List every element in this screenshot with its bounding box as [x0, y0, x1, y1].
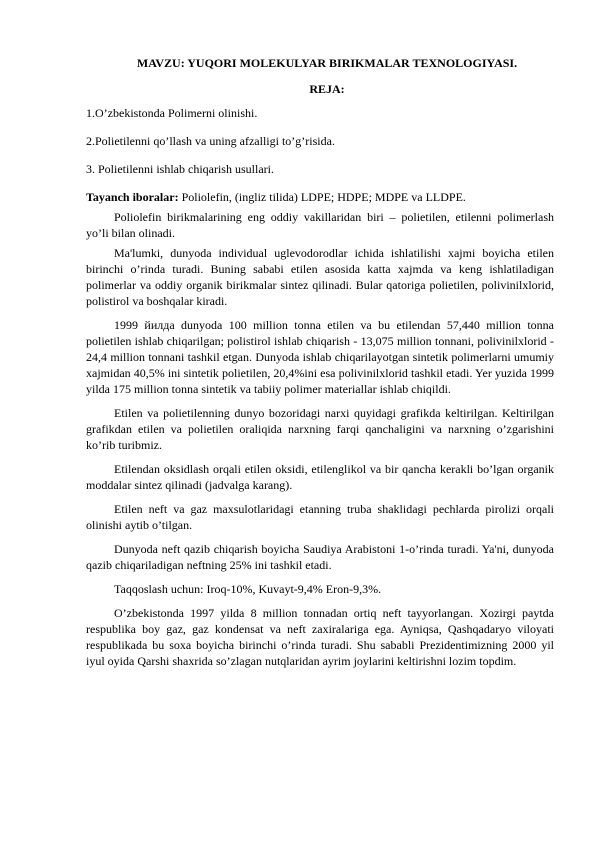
- plan-item-1: 1.O’zbekistonda Polimerni olinishi.: [86, 106, 258, 120]
- document-page: [86, 55, 554, 669]
- paragraph-2: Ma'lumki, dunyoda individual uglevodorodlar ichida ishlatilishi xajmi boyicha etilen birinchi o’rinda turadi. Buning sababi etilen asosida katta xajmda va keng ishlatiladigan polimerlar va oddiy organik birikmalar sintez qilinadi. Bular qatoriga polietilen, polivinilxlorid, polistirol va boshqalar kiradi.: [86, 246, 554, 308]
- paragraph-1: Poliolefin birikmalarining eng oddiy vakillaridan biri – polietilen, etilenni polimerlash yo’li bilan olinadi.: [86, 210, 554, 240]
- paragraph-9: O’zbekistonda 1997 yilda 8 million tonnadan ortiq neft tayyorlangan. Xozirgi paytda respublika boy gaz, gaz kondensat va neft zaxiralariga ega. Ayniqsa, Qashqadaryo viloyati respublikada bu soxa boyicha birinchi o’rinda turadi. Shu sababli Prezidentimizning 2000 yil iyul oyida Qarshi shaxrida so’zlagan nutqlaridan ayrim joylarini keltirishni lozim topdim.: [86, 606, 554, 668]
- plan-heading: REJA:: [309, 82, 345, 96]
- keywords-text: Poliolefin, (ingliz tilida) LDPE; HDPE; MDPE va LLDPE.: [178, 190, 466, 204]
- document-title: MAVZU: YUQORI MOLEKULYAR BIRIKMALAR TEXNOLOGIYASI.: [136, 56, 518, 70]
- paragraph-8: Taqqoslash uchun: Iroq-10%, Kuvayt-9,4% Eron-9,3%.: [114, 582, 382, 596]
- keywords-line: [86, 189, 554, 205]
- paragraph-4: Etilen va polietilenning dunyo bozoridagi narxi quyidagi grafikda keltirilgan. Keltirilgan grafikdan etilen va polietilen oraliqida narxning farqi qanchaligini va narxning o’zgarishini ko’rib turibmiz.: [86, 406, 554, 452]
- plan-item-3: 3. Polietilenni ishlab chiqarish usullari.: [86, 162, 274, 176]
- plan-item-2: 2.Polietilenni qo’llash va uning afzalligi to’g’risida.: [86, 134, 335, 148]
- paragraph-6: Etilen neft va gaz maxsulotlaridagi etanning truba shaklidagi pechlarda pirolizi orqali olinishi aytib o’tilgan.: [86, 502, 554, 532]
- paragraph-5: Etilendan oksidlash orqali etilen oksidi, etilenglikol va bir qancha kerakli bo’lgan organik moddalar sintez qilinadi (jadvalga karang).: [86, 462, 554, 492]
- keywords-label: Tayanch iboralar:: [86, 190, 179, 204]
- paragraph-7: Dunyoda neft qazib chiqarish boyicha Saudiya Arabistoni 1-o’rinda turadi. Ya'ni, dunyoda qazib chiqariladigan neftning 25% ini tashkil etadi.: [86, 542, 554, 572]
- paragraph-3: 1999 йилда dunyoda 100 million tonna etilen va bu etilendan 57,440 million tonna polietilen ishlab chiqarilgan; polistirol ishlab chiqarish - 13,075 million tonnani, polivinilxlorid - 24,4 million tonnani tashkil etgan. Dunyoda ishlab chiqarilayotgan sintetik polimerlarni umumiy xajmidan 40,5% ini sintetik polietilen, 20,4%ini esa polivinilxlorid tashkil etadi. Yer yuzida 1999 yilda 175 million tonna sintetik va tabiiy polimer materiallar ishlab chiqildi.: [86, 318, 554, 396]
